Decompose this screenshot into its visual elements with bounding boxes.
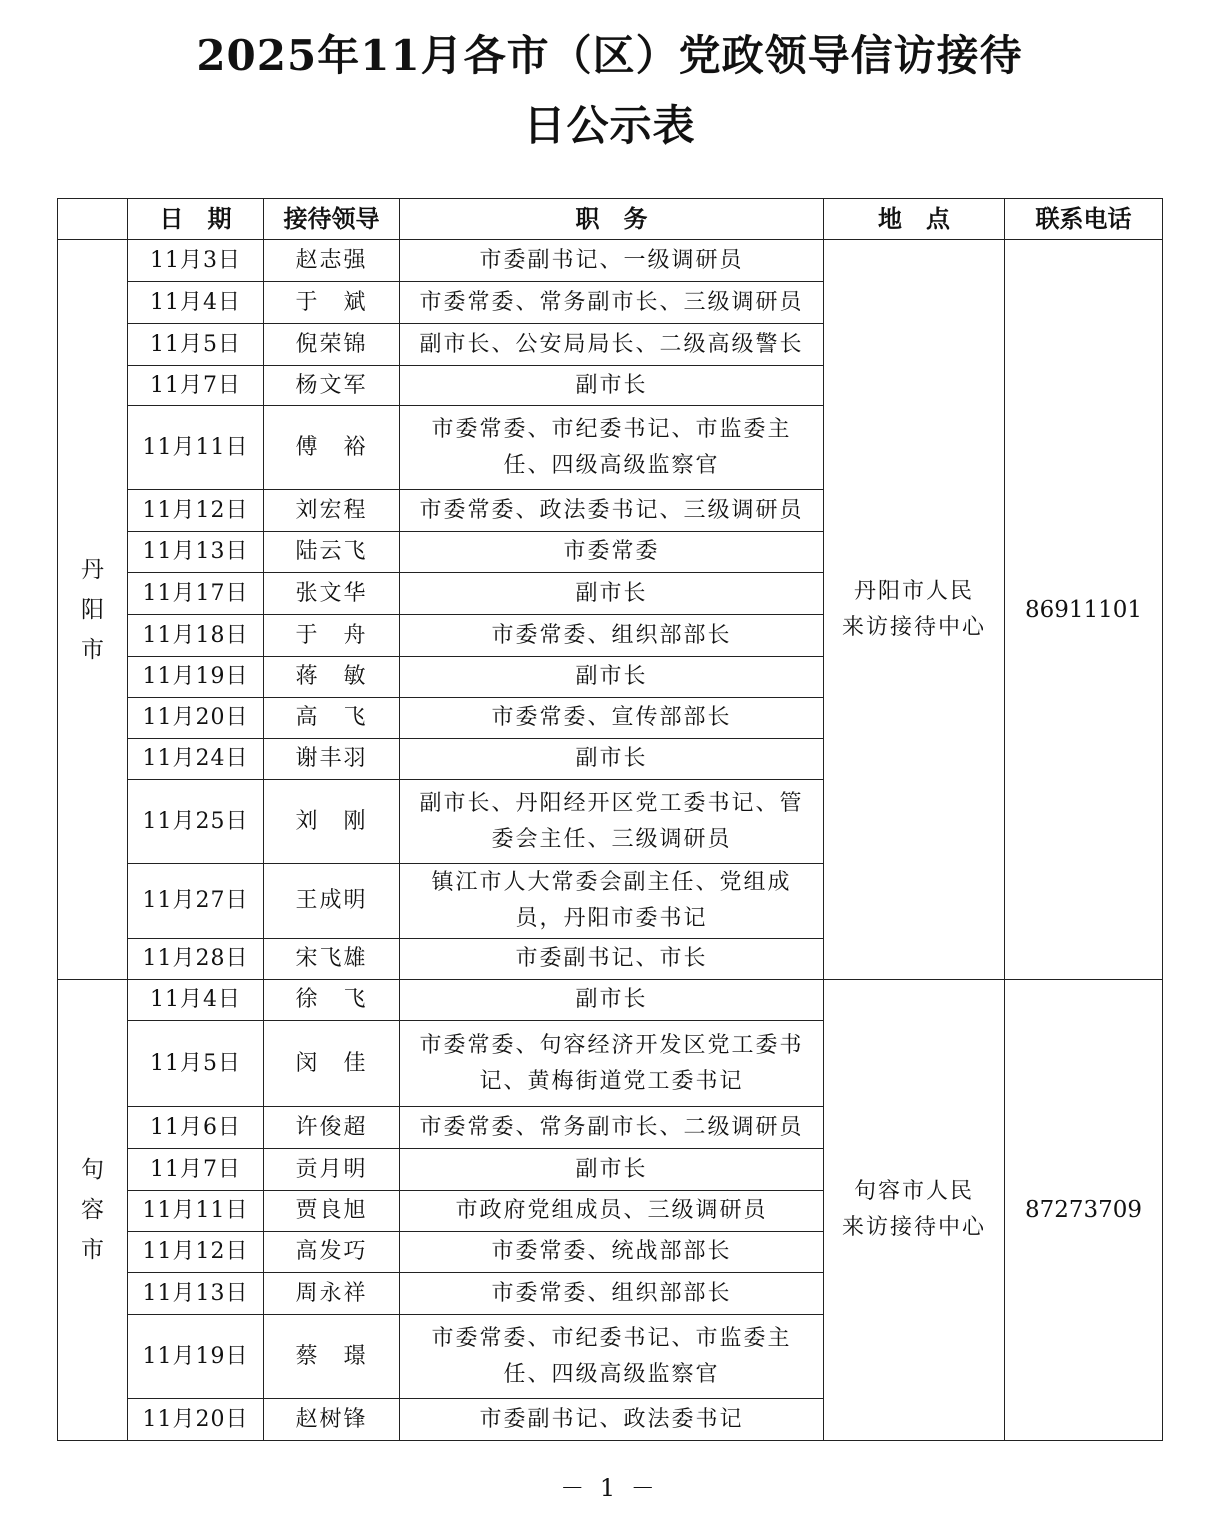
position-cell: 市委副书记、一级调研员 bbox=[400, 240, 824, 282]
leader-cell: 贾良旭 bbox=[264, 1191, 400, 1232]
leader-cell: 陆云飞 bbox=[264, 532, 400, 573]
header-date: 日 期 bbox=[128, 199, 264, 240]
position-cell: 副市长 bbox=[400, 366, 824, 406]
leader-cell: 赵志强 bbox=[264, 240, 400, 282]
position-cell: 副市长、丹阳经开区党工委书记、管委会主任、三级调研员 bbox=[400, 780, 824, 864]
date-cell: 11月19日 bbox=[128, 657, 264, 698]
leader-cell: 谢丰羽 bbox=[264, 739, 400, 780]
header-position: 职 务 bbox=[400, 199, 824, 240]
document-title-line2: 日公示表 bbox=[523, 101, 696, 150]
location-cell bbox=[824, 980, 1005, 1441]
position-cell: 副市长 bbox=[400, 980, 824, 1021]
location-cell bbox=[824, 240, 1005, 980]
position-cell: 市政府党组成员、三级调研员 bbox=[400, 1191, 824, 1232]
document-title-line1: 2025年11月各市（区）党政领导信访接待 bbox=[196, 31, 1023, 80]
leader-cell: 徐 飞 bbox=[264, 980, 400, 1021]
position-cell: 市委副书记、政法委书记 bbox=[400, 1399, 824, 1441]
date-cell: 11月5日 bbox=[128, 324, 264, 366]
header-row bbox=[58, 199, 1163, 240]
leader-cell: 许俊超 bbox=[264, 1107, 400, 1149]
position-cell: 副市长 bbox=[400, 1149, 824, 1191]
date-cell: 11月4日 bbox=[128, 282, 264, 324]
position-cell: 镇江市人大常委会副主任、党组成员，丹阳市委书记 bbox=[400, 864, 824, 939]
date-cell: 11月11日 bbox=[128, 406, 264, 490]
region-name-cell bbox=[58, 980, 128, 1441]
leader-cell: 倪荣锦 bbox=[264, 324, 400, 366]
date-cell: 11月19日 bbox=[128, 1315, 264, 1399]
leader-cell: 贡月明 bbox=[264, 1149, 400, 1191]
header-location: 地 点 bbox=[824, 199, 1005, 240]
position-cell: 副市长 bbox=[400, 657, 824, 698]
leader-cell: 宋飞雄 bbox=[264, 939, 400, 980]
date-cell: 11月20日 bbox=[128, 698, 264, 739]
region-name: 句容市 bbox=[81, 1157, 104, 1263]
position-cell: 副市长 bbox=[400, 573, 824, 615]
table-row bbox=[58, 240, 1163, 282]
leader-cell: 蒋 敏 bbox=[264, 657, 400, 698]
position-cell: 市委常委、常务副市长、三级调研员 bbox=[400, 282, 824, 324]
date-cell: 11月13日 bbox=[128, 1273, 264, 1315]
date-cell: 11月7日 bbox=[128, 1149, 264, 1191]
leader-cell: 高 飞 bbox=[264, 698, 400, 739]
region-name-cell bbox=[58, 240, 128, 980]
date-cell: 11月24日 bbox=[128, 739, 264, 780]
position-cell: 市委常委 bbox=[400, 532, 824, 573]
date-cell: 11月28日 bbox=[128, 939, 264, 980]
leader-cell: 于 舟 bbox=[264, 615, 400, 657]
date-cell: 11月12日 bbox=[128, 490, 264, 532]
date-cell: 11月6日 bbox=[128, 1107, 264, 1149]
position-cell: 市委常委、宣传部部长 bbox=[400, 698, 824, 739]
page-number: － 1 － bbox=[560, 1474, 659, 1502]
location-line2: 来访接待中心 bbox=[841, 614, 986, 640]
reception-schedule-table bbox=[57, 198, 1163, 1441]
position-cell: 市委副书记、市长 bbox=[400, 939, 824, 980]
date-cell: 11月13日 bbox=[128, 532, 264, 573]
position-cell: 市委常委、组织部部长 bbox=[400, 1273, 824, 1315]
position-cell: 市委常委、组织部部长 bbox=[400, 615, 824, 657]
position-cell: 市委常委、常务副市长、二级调研员 bbox=[400, 1107, 824, 1149]
leader-cell: 赵树锋 bbox=[264, 1399, 400, 1441]
leader-cell: 张文华 bbox=[264, 573, 400, 615]
leader-cell: 傅 裕 bbox=[264, 406, 400, 490]
location-line2: 来访接待中心 bbox=[841, 1215, 986, 1240]
table-body bbox=[58, 240, 1163, 1441]
position-cell: 市委常委、句容经济开发区党工委书记、黄梅街道党工委书记 bbox=[400, 1021, 824, 1107]
table-row bbox=[58, 980, 1163, 1021]
date-cell: 11月4日 bbox=[128, 980, 264, 1021]
leader-cell: 于 斌 bbox=[264, 282, 400, 324]
location-line1: 丹阳市人民 bbox=[853, 578, 974, 604]
position-cell: 市委常委、统战部部长 bbox=[400, 1232, 824, 1273]
position-cell: 市委常委、政法委书记、三级调研员 bbox=[400, 490, 824, 532]
date-cell: 11月20日 bbox=[128, 1399, 264, 1441]
leader-cell: 刘 刚 bbox=[264, 780, 400, 864]
leader-cell: 杨文军 bbox=[264, 366, 400, 406]
date-cell: 11月5日 bbox=[128, 1021, 264, 1107]
leader-cell: 周永祥 bbox=[264, 1273, 400, 1315]
date-cell: 11月17日 bbox=[128, 573, 264, 615]
phone-cell: 87273709 bbox=[1005, 980, 1163, 1441]
header-leader: 接待领导 bbox=[264, 199, 400, 240]
location-line1: 句容市人民 bbox=[853, 1179, 974, 1204]
leader-cell: 蔡 璟 bbox=[264, 1315, 400, 1399]
date-cell: 11月12日 bbox=[128, 1232, 264, 1273]
position-cell: 市委常委、市纪委书记、市监委主任、四级高级监察官 bbox=[400, 406, 824, 490]
leader-cell: 刘宏程 bbox=[264, 490, 400, 532]
header-phone: 联系电话 bbox=[1005, 199, 1163, 240]
position-cell: 副市长 bbox=[400, 739, 824, 780]
date-cell: 11月7日 bbox=[128, 366, 264, 406]
leader-cell: 王成明 bbox=[264, 864, 400, 939]
date-cell: 11月25日 bbox=[128, 780, 264, 864]
leader-cell: 闵 佳 bbox=[264, 1021, 400, 1107]
date-cell: 11月11日 bbox=[128, 1191, 264, 1232]
region-name: 丹阳市 bbox=[81, 556, 104, 663]
date-cell: 11月18日 bbox=[128, 615, 264, 657]
position-cell: 市委常委、市纪委书记、市监委主任、四级高级监察官 bbox=[400, 1315, 824, 1399]
phone-cell: 86911101 bbox=[1005, 240, 1163, 980]
leader-cell: 高发巧 bbox=[264, 1232, 400, 1273]
position-cell: 副市长、公安局局长、二级高级警长 bbox=[400, 324, 824, 366]
date-cell: 11月3日 bbox=[128, 240, 264, 282]
header-region bbox=[58, 199, 128, 240]
date-cell: 11月27日 bbox=[128, 864, 264, 939]
